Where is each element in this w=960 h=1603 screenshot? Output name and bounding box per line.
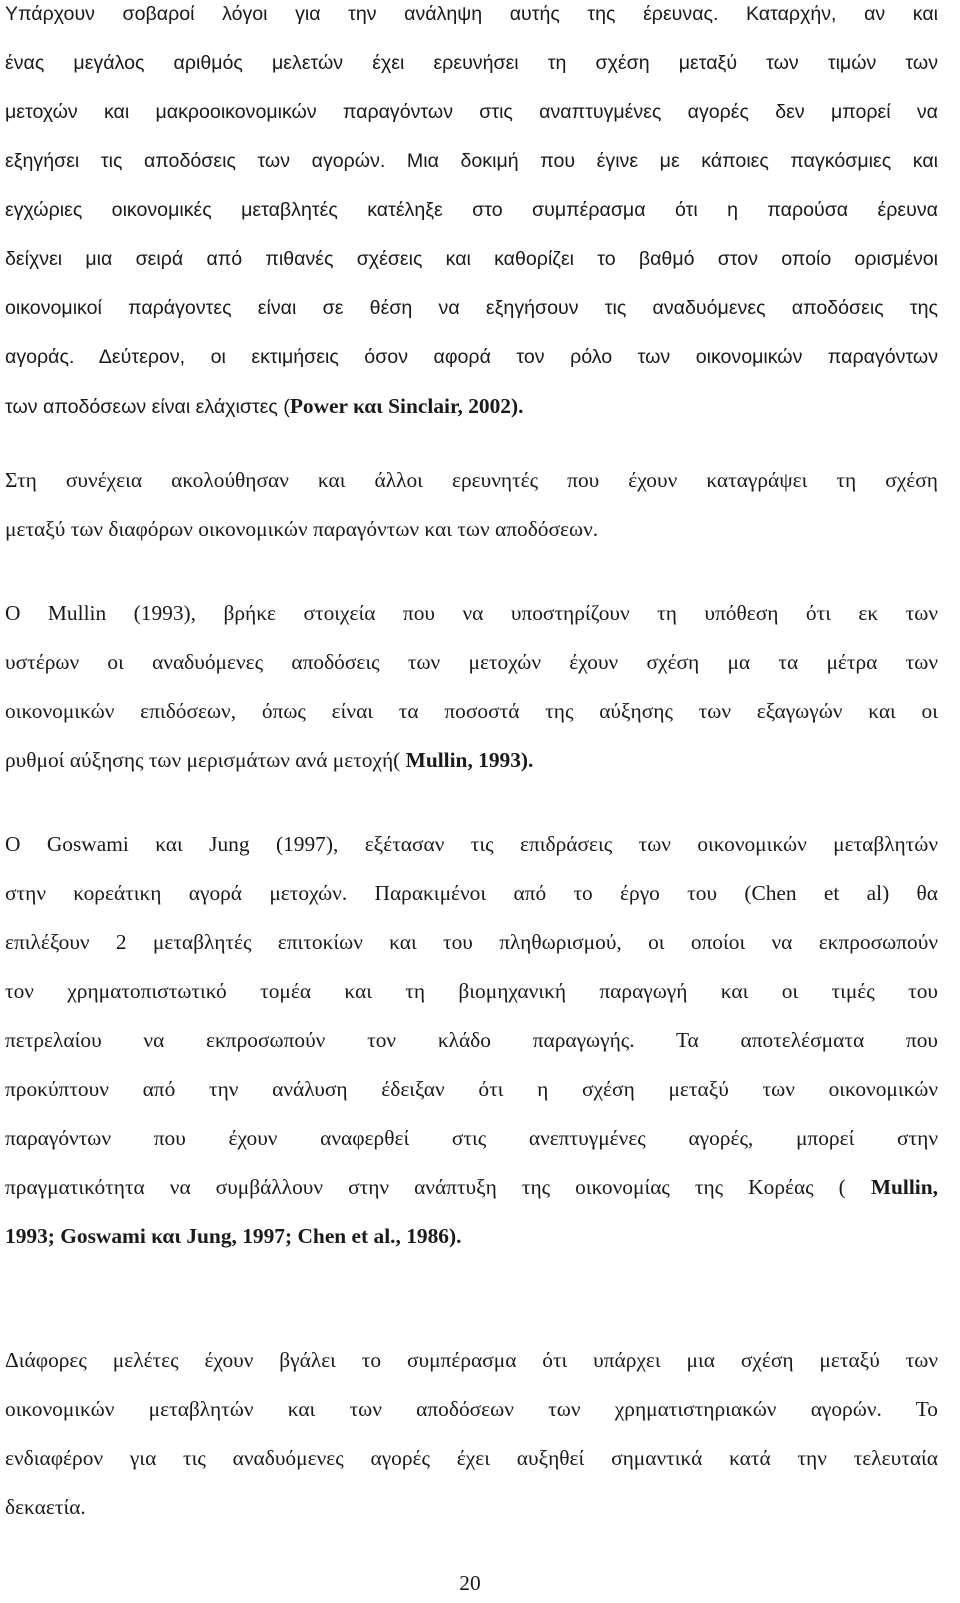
text-line: Διάφορες μελέτες έχουν βγάλει το συμπέρασμα ότι υπάρχει μια σχέση μεταξύ των bbox=[5, 1348, 938, 1372]
text-line: ενδιαφέρον για τις αναδυόμενες αγορές έχει αυξηθεί σημαντικά κατά την τελευταία bbox=[5, 1446, 938, 1470]
text-line bbox=[5, 382, 938, 432]
text-line: προκύπτουν από την ανάλυση έδειξαν ότι η σχέση μεταξύ των οικονομικών bbox=[5, 1077, 938, 1101]
text-fragment: ρυθμοί αύξησης των μερισμάτων ανά μετοχή( bbox=[5, 748, 406, 772]
text-line: εξηγήσει τις αποδόσεις των αγορών. Μια δοκιμή που έγινε με κάποιες παγκόσμιες και bbox=[5, 150, 938, 172]
text-line: μεταξύ των διαφόρων οικονομικών παραγόντων και των αποδόσεων. bbox=[5, 517, 599, 541]
citation-multiple: 1993; Goswami και Jung, 1997; Chen et al., 1986). bbox=[5, 1224, 462, 1248]
citation-mullin: Mullin, 1993). bbox=[405, 748, 534, 772]
text-line: Στη συνέχεια ακολούθησαν και άλλοι ερευνητές που έχουν καταγράψει τη σχέση bbox=[5, 468, 938, 492]
text-line: αγοράς. Δεύτερον, οι εκτιμήσεις όσον αφορά τον ρόλο των οικονομικών παραγόντων bbox=[5, 346, 938, 368]
text-line bbox=[5, 736, 938, 785]
paragraph-other-researchers bbox=[5, 456, 938, 554]
paragraph-goswami-jung bbox=[5, 820, 938, 1261]
text-line: εγχώριες οικονομικές μεταβλητές κατέληξε στο συμπέρασμα ότι η παρούσα έρευνα bbox=[5, 199, 938, 221]
citation-power-sinclair: Power και Sinclair, 2002). bbox=[289, 394, 524, 418]
text-line: δεκαετία. bbox=[5, 1495, 86, 1519]
text-line: παραγόντων που έχουν αναφερθεί στις ανεπτυγμένες αγορές, μπορεί στην bbox=[5, 1126, 938, 1150]
text-line: τον χρηματοπιστωτικό τομέα και τη βιομηχανική παραγωγή και οι τιμές του bbox=[5, 979, 938, 1003]
text-fragment: πραγματικότητα να συμβάλλουν στην ανάπτυξη της οικονομίας της Κορέας ( bbox=[5, 1175, 871, 1199]
text-line: Ο Mullin (1993), βρήκε στοιχεία που να υποστηρίζουν τη υπόθεση ότι εκ των bbox=[5, 601, 938, 625]
text-line bbox=[5, 1163, 938, 1212]
text-line: επιλέξουν 2 μεταβλητές επιτοκίων και του πληθωρισμού, οι οποίοι να εκπροσωπούν bbox=[5, 930, 938, 954]
paragraph-mullin bbox=[5, 589, 938, 785]
text-line: οικονομικοί παράγοντες είναι σε θέση να εξηγήσουν τις αναδυόμενες αποδόσεις της bbox=[5, 297, 938, 319]
page-number: 20 bbox=[459, 1571, 481, 1595]
text-fragment: των αποδόσεων είναι ελάχιστες ( bbox=[5, 396, 290, 418]
text-line: οικονομικών επιδόσεων, όπως είναι τα ποσοστά της αύξησης των εξαγωγών και οι bbox=[5, 699, 938, 723]
text-line: στην κορεάτικη αγορά μετοχών. Παρακιμένοι από το έργο του (Chen et al) θα bbox=[5, 881, 938, 905]
citation-mullin-inline: Mullin, bbox=[870, 1175, 938, 1199]
text-line: Ο Goswami και Jung (1997), εξέτασαν τις επιδράσεις των οικονομικών μεταβλητών bbox=[5, 832, 938, 856]
text-line: μετοχών και μακροοικονομικών παραγόντων στις αναπτυγμένες αγορές δεν μπορεί να bbox=[5, 101, 938, 123]
text-line: υστέρων οι αναδυόμενες αποδόσεις των μετοχών έχουν σχέση μα τα μέτρα των bbox=[5, 650, 938, 674]
text-line: πετρελαίου να εκπροσωπούν τον κλάδο παραγωγής. Τα αποτελέσματα που bbox=[5, 1028, 938, 1052]
text-line: οικονομικών μεταβλητών και των αποδόσεων των χρηματιστηριακών αγορών. Το bbox=[5, 1397, 938, 1421]
paragraph-research-motivation bbox=[5, 0, 938, 432]
paragraph-various-studies bbox=[5, 1336, 938, 1532]
text-line: ένας μεγάλος αριθμός μελετών έχει ερευνήσει τη σχέση μεταξύ των τιμών των bbox=[5, 52, 938, 74]
text-line: Υπάρχουν σοβαροί λόγοι για την ανάληψη αυτής της έρευνας. Καταρχήν, αν και bbox=[5, 3, 938, 25]
text-line: δείχνει μια σειρά από πιθανές σχέσεις και καθορίζει το βαθμό στον οποίο ορισμένοι bbox=[5, 248, 938, 270]
